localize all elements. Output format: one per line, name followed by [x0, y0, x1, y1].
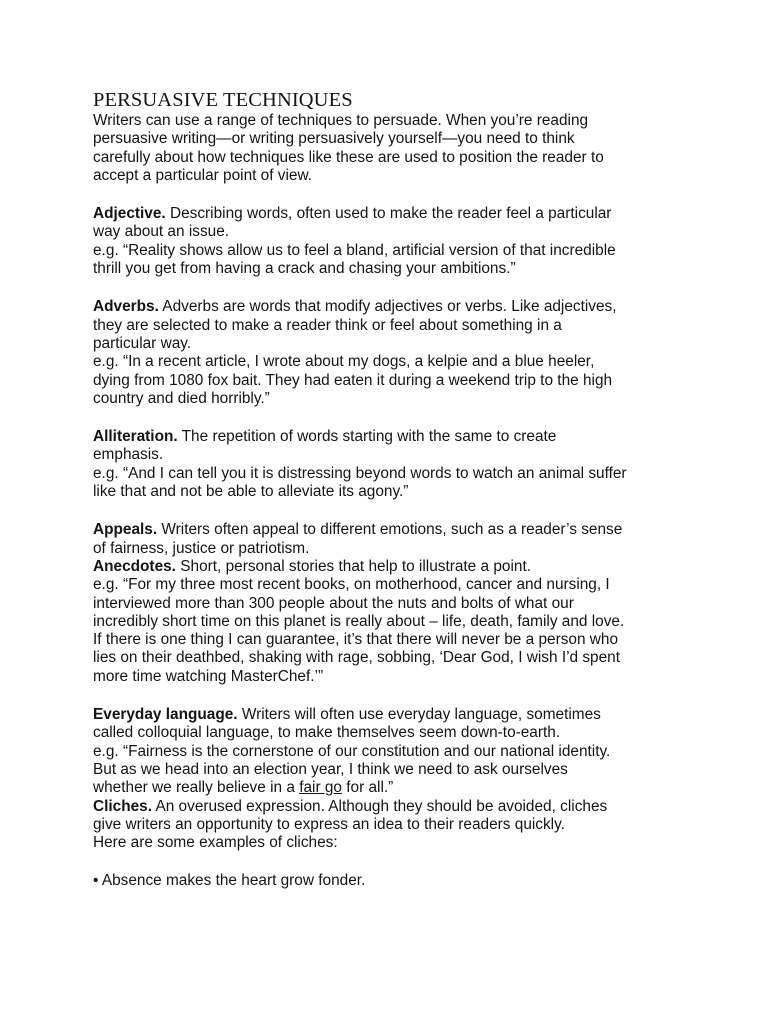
definition-line [93, 298, 683, 316]
example-line: country and died horribly.” [93, 389, 270, 407]
example-line: thrill you get from having a crack and chasing your ambitions.” [93, 260, 516, 278]
example-line: interviewed more than 300 people about the nuts and bolts of what our [93, 594, 574, 612]
example-line: like that and not be able to alleviate its agony.” [93, 483, 409, 501]
definition-line: of fairness, justice or patriotism. [93, 539, 310, 557]
definition-line [93, 798, 683, 816]
example-line: e.g. “Reality shows allow us to feel a bland, artificial version of that incredible [93, 241, 616, 259]
section-anecdotes [93, 558, 683, 686]
definition-line: give writers an opportunity to express an idea to their readers quickly. [93, 815, 565, 833]
intro-paragraph [93, 112, 683, 185]
definition-line: particular way. [93, 334, 192, 352]
example-line: e.g. “And I can tell you it is distressing beyond words to watch an animal suffer [93, 464, 627, 482]
term-heading: Adverbs. [93, 298, 159, 316]
example-line: lies on their deathbed, shaking with rage, sobbing, ‘Dear God, I wish I’d spent [93, 649, 621, 667]
term-heading: Adjective. [93, 205, 166, 223]
section-cliches [93, 798, 683, 853]
example-line: incredibly short time on this planet is really about – life, death, family and love. [93, 612, 625, 630]
example-line: e.g. “Fairness is the cornerstone of our constitution and our national identity. [93, 742, 611, 760]
intro-line: persuasive writing—or writing persuasively yourself—you need to think [93, 130, 575, 148]
term-heading: Alliteration. [93, 428, 178, 446]
definition-line: Here are some examples of cliches: [93, 834, 338, 852]
definition-text: The repetition of words starting with the same to create [177, 428, 557, 446]
definition-text: Short, personal stories that help to illustrate a point. [175, 557, 532, 575]
section-appeals [93, 521, 683, 558]
list-item: • Absence makes the heart grow fonder. [93, 872, 366, 890]
intro-line: Writers can use a range of techniques to persuade. When you’re reading [93, 112, 589, 129]
definition-text: An overused expression. Although they should be avoided, cliches [152, 797, 608, 815]
fair-go-link[interactable]: fair go [299, 779, 342, 797]
definition-line [93, 706, 683, 724]
section-adverbs [93, 298, 683, 408]
term-heading: Appeals. [93, 521, 158, 539]
section-everyday-language [93, 706, 683, 797]
definition-line: emphasis. [93, 446, 164, 464]
example-line: more time watching MasterChef.’” [93, 667, 324, 685]
definition-line: way about an issue. [93, 223, 230, 241]
paragraph-gap [93, 408, 683, 428]
example-text: whether we really believe in a [93, 779, 300, 797]
definition-text: Writers will often use everyday language, sometimes [237, 706, 601, 724]
cliche-list [93, 872, 683, 890]
definition-text: Writers often appeal to different emotions, such as a reader’s sense [157, 521, 623, 539]
example-line: e.g. “For my three most recent books, on motherhood, cancer and nursing, I [93, 576, 610, 594]
term-heading: Anecdotes. [93, 557, 176, 575]
document-page [93, 88, 683, 891]
paragraph-gap [93, 501, 683, 521]
example-text: for all.” [341, 779, 394, 797]
definition-text: Describing words, often used to make the reader feel a particular [165, 205, 612, 223]
example-line [93, 779, 683, 797]
definition-line [93, 521, 683, 539]
definition-line: they are selected to make a reader think or feel about something in a [93, 316, 562, 334]
section-alliteration [93, 428, 683, 501]
paragraph-gap [93, 185, 683, 205]
section-adjective [93, 205, 683, 278]
definition-line [93, 428, 683, 446]
definition-text: Adverbs are words that modify adjectives or verbs. Like adjectives, [158, 298, 617, 316]
term-heading: Everyday language. [93, 706, 238, 724]
paragraph-gap [93, 686, 683, 706]
definition-line [93, 205, 683, 223]
definition-line [93, 558, 683, 576]
paragraph-gap [93, 278, 683, 298]
definition-line: called colloquial language, to make themselves seem down-to-earth. [93, 724, 561, 742]
example-line: But as we head into an election year, I think we need to ask ourselves [93, 760, 568, 778]
page-title: PERSUASIVE TECHNIQUES [93, 89, 353, 111]
intro-line: carefully about how techniques like these are used to position the reader to [93, 148, 604, 166]
paragraph-gap [93, 852, 683, 872]
example-line: e.g. “In a recent article, I wrote about my dogs, a kelpie and a blue heeler, [93, 353, 595, 371]
term-heading: Cliches. [93, 797, 153, 815]
example-line: If there is one thing I can guarantee, it’s that there will never be a person who [93, 631, 619, 649]
example-line: dying from 1080 fox bait. They had eaten it during a weekend trip to the high [93, 371, 613, 389]
intro-line: accept a particular point of view. [93, 166, 313, 184]
